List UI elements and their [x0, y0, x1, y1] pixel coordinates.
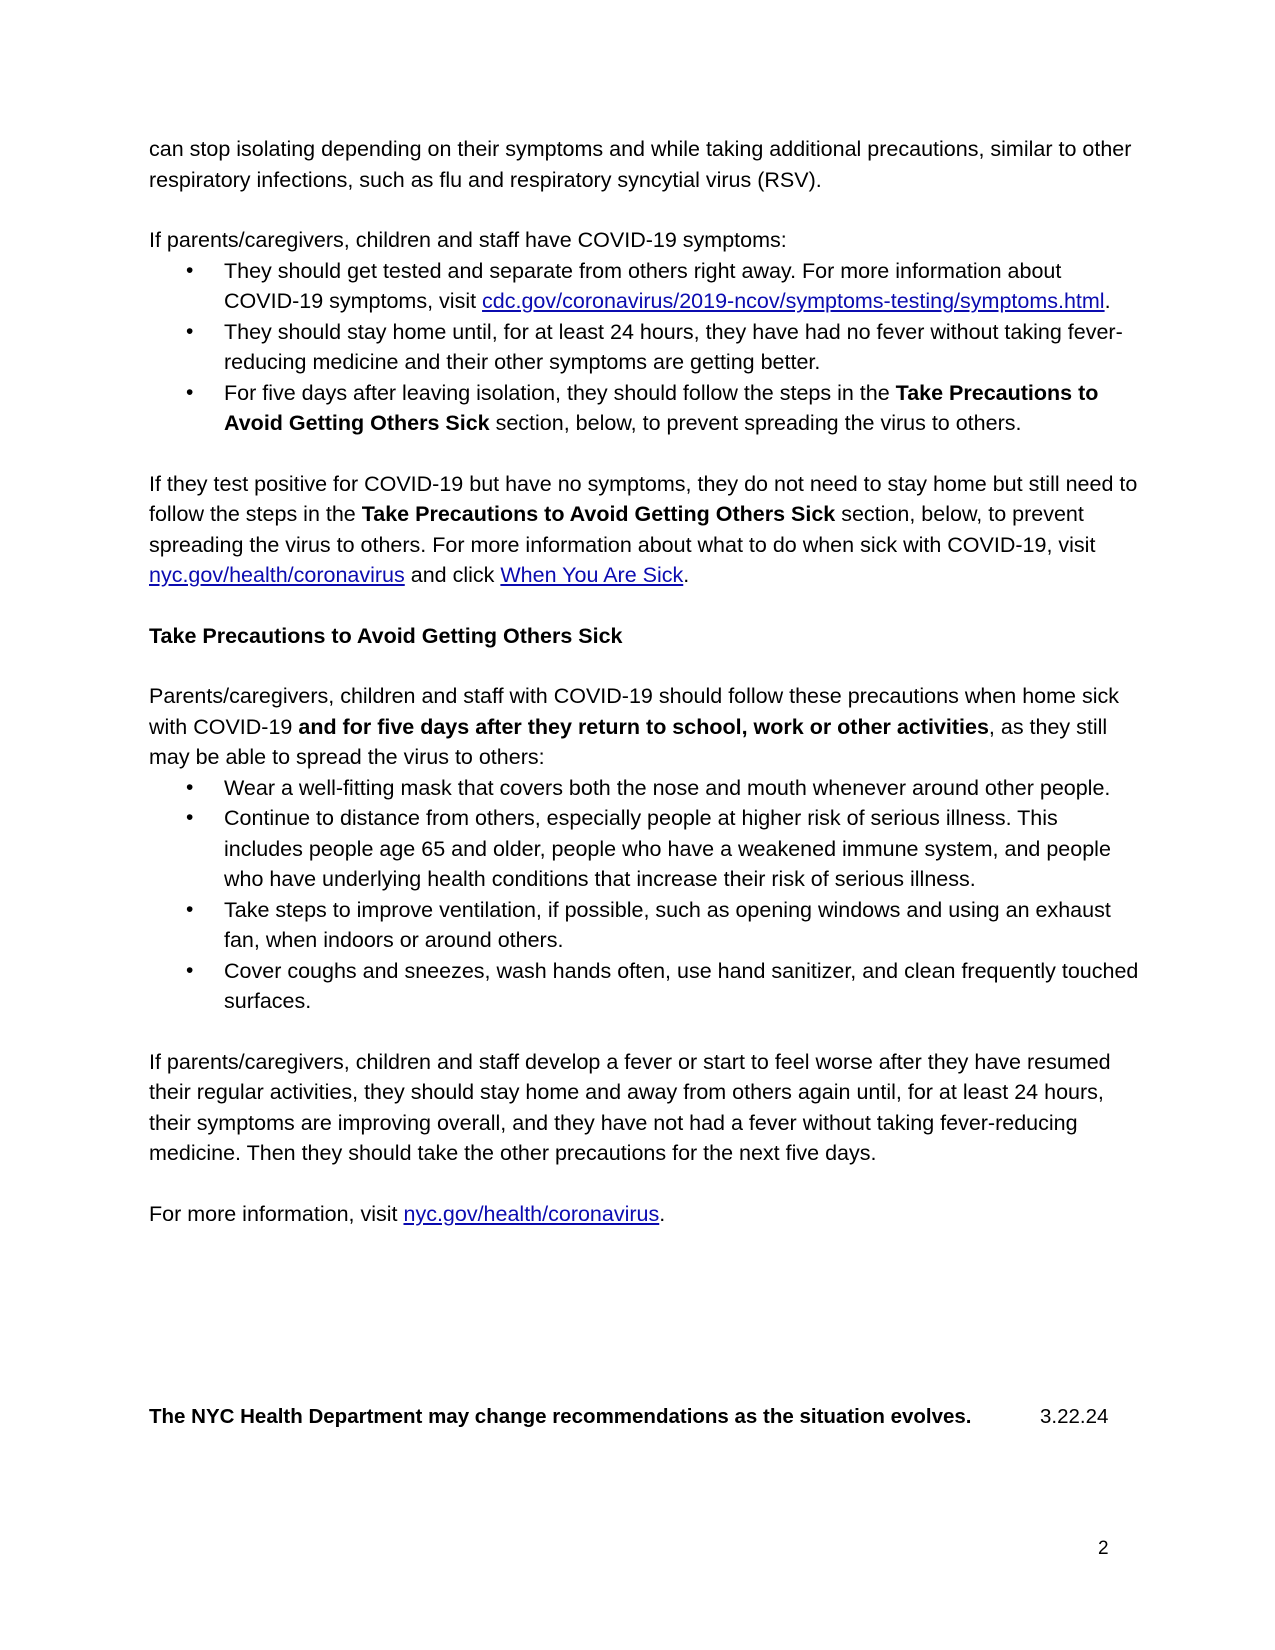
more-info-paragraph [149, 1199, 1141, 1230]
bullet-icon: • [186, 775, 194, 799]
bullet-icon: • [186, 897, 194, 921]
no-symptoms-text-3: and click [404, 563, 501, 587]
precautions-lead [149, 681, 1141, 773]
section-reference: Take Precautions to Avoid Getting Others Sick [361, 502, 836, 526]
section-reference: Take Precautions to Avoid Getting Others Sick [224, 380, 1099, 435]
more-info-text: For more information, visit [149, 1201, 404, 1226]
precautions-lead-text: Parents/caregivers, children and staff with COVID-19 should follow these precautions when home sick with COVID-19 [149, 684, 1119, 739]
list-item [149, 378, 1141, 439]
bullet-icon: • [186, 806, 194, 829]
precautions-list [149, 773, 1141, 1017]
list-item [149, 256, 1141, 317]
list-item-text: Continue to distance from others, especially people at higher risk of serious illness. This includes people age 65 and older, people who have a weakened immune system, and people who have underlying health conditions that increase their risk of serious illness. [224, 806, 1111, 891]
list-item [149, 956, 1141, 1017]
list-item [149, 895, 1141, 956]
bullet-icon: • [186, 258, 194, 282]
list-item-text: For five days after leaving isolation, they should follow the steps in the [224, 380, 896, 405]
no-symptoms-paragraph [149, 469, 1141, 591]
cdc-symptoms-link[interactable]: cdc.gov/coronavirus/2019-ncov/symptoms-testing/symptoms.html [482, 289, 1105, 313]
list-item-text: Cover coughs and sneezes, wash hands often, use hand sanitizer, and clean frequently touched surfaces. [224, 958, 1139, 1013]
page-number: 2 [1098, 1538, 1109, 1559]
bullet-icon: • [186, 380, 194, 404]
list-item [149, 803, 1141, 895]
symptoms-list [149, 256, 1141, 439]
precautions-lead-bold: and for five days after they return to school, work or other activities [298, 714, 989, 739]
bullet-icon: • [186, 319, 194, 343]
no-symptoms-text: If they test positive for COVID-19 but have no symptoms, they do not need to stay home but still need to follow the steps in the [149, 471, 1138, 526]
when-you-are-sick-link[interactable]: When You Are Sick [500, 563, 684, 587]
list-item-text: They should stay home until, for at least 24 hours, they have had no fever without taking fever-reducing medicine and their other symptoms are getting better. [224, 319, 1123, 374]
bullet-icon: • [186, 958, 194, 982]
list-item-text-end: section, below, to prevent spreading the virus to others. [489, 411, 1022, 435]
no-symptoms-text-end: . [683, 563, 690, 587]
more-info-end: . [659, 1201, 666, 1226]
nyc-coronavirus-link[interactable]: nyc.gov/health/coronavirus [403, 1201, 660, 1226]
precautions-lead-text-end: , as they still may be able to spread the virus to others: [149, 714, 1108, 769]
list-item [149, 773, 1141, 804]
footer-date: 3.22.24 [1040, 1405, 1109, 1428]
footer-notice: The NYC Health Department may change recommendations as the situation evolves. [149, 1405, 972, 1428]
worse-paragraph: If parents/caregivers, children and staff develop a fever or start to feel worse after they have resumed their regular activities, they should stay home and away from others again until, for at least 24 hours, their symptoms are improving overall, and they have not had a fever without taking fever-reducing medicine. Then they should take the other precautions for the next five days. [149, 1049, 1111, 1165]
symptoms-lead: If parents/caregivers, children and staff have COVID-19 symptoms: [149, 228, 787, 252]
intro-paragraph: can stop isolating depending on their symptoms and while taking additional precautions, similar to other respiratory infections, such as flu and respiratory syncytial virus (RSV). [149, 137, 1132, 192]
list-item-text-end: . [1104, 289, 1111, 313]
list-item-text: They should get tested and separate from others right away. For more information about COVID-19 symptoms, visit [224, 258, 1062, 313]
document-body [149, 134, 1141, 1229]
no-symptoms-text-2: section, below, to prevent spreading the virus to others. For more information about what to do when sick with COVID-19, visit [149, 502, 1096, 557]
section-heading: Take Precautions to Avoid Getting Others Sick [149, 623, 623, 648]
nyc-coronavirus-link[interactable]: nyc.gov/health/coronavirus [149, 563, 405, 587]
list-item-text: Take steps to improve ventilation, if possible, such as opening windows and using an exhaust fan, when indoors or around others. [224, 897, 1111, 952]
list-item-text: Wear a well-fitting mask that covers both the nose and mouth whenever around other people. [224, 775, 1111, 800]
list-item [149, 317, 1141, 378]
